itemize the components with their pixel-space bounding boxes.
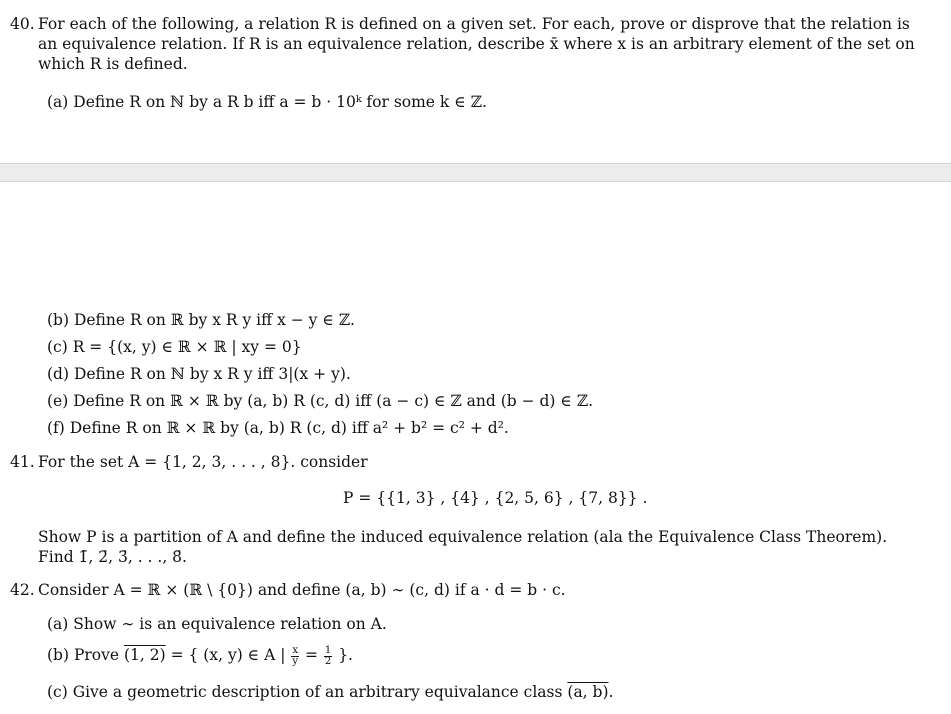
q42-b-fraction-half bbox=[324, 646, 332, 667]
q40-part-b: (b) Define R on ℝ by x R y iff x − y ∈ ℤ. bbox=[47, 311, 355, 329]
q42-b-label: (b) Prove bbox=[47, 646, 120, 664]
q42-b-close: }. bbox=[338, 646, 353, 664]
q42-part-b bbox=[47, 645, 353, 667]
q41-body-classes: 1̄, 2̄, 3̄, . . ., 8̄. bbox=[78, 548, 187, 566]
frac-den: 2 bbox=[324, 655, 332, 667]
q40-part-c: (c) R = {(x, y) ∈ ℝ × ℝ | xy = 0} bbox=[47, 338, 302, 356]
q41-intro: For the set A = {1, 2, 3, . . . , 8}. consider bbox=[38, 453, 368, 471]
separator-bar bbox=[0, 163, 951, 182]
frac-den: y bbox=[292, 655, 298, 667]
q40-part-a: (a) Define R on ℕ by a R b iff a = b · 10ᵏ for some k ∈ ℤ. bbox=[47, 93, 487, 111]
q42-b-fraction-xy bbox=[291, 646, 299, 667]
q41-number: 41. bbox=[10, 453, 35, 471]
frac-num: 1 bbox=[324, 644, 332, 656]
q42-b-set: = { (x, y) ∈ A | bbox=[170, 646, 286, 664]
frac-num: x bbox=[292, 644, 298, 656]
q42-number: 42. bbox=[10, 581, 35, 599]
q42-c-end: . bbox=[608, 683, 614, 701]
q42-c-class: (a, b) bbox=[567, 683, 609, 701]
q40-number: 40. bbox=[10, 15, 35, 33]
q42-b-class: (1, 2) bbox=[123, 646, 166, 664]
q40-intro: For each of the following, a relation R is defined on a given set. For each, prove or disprove that the relation is an equivalence relation. If R is an equivalence relation, describe x̄ where x is an arbitrary element of the set on which R is defined. bbox=[38, 15, 915, 73]
q41-partition-display: P = {{1, 3} , {4} , {2, 5, 6} , {7, 8}} . bbox=[343, 489, 648, 507]
q40-part-f: (f) Define R on ℝ × ℝ by (a, b) R (c, d) iff a² + b² = c² + d². bbox=[47, 419, 509, 437]
q42-c-text: (c) Give a geometric description of an arbitrary equivalance class bbox=[47, 683, 563, 701]
q42-b-eq: = bbox=[304, 646, 318, 664]
q40-part-d: (d) Define R on ℕ by x R y iff 3|(x + y). bbox=[47, 365, 351, 383]
q42-intro: Consider A = ℝ × (ℝ \ {0}) and define (a, b) ∼ (c, d) if a · d = b · c. bbox=[38, 581, 566, 599]
q40-part-e: (e) Define R on ℝ × ℝ by (a, b) R (c, d) iff (a − c) ∈ ℤ and (b − d) ∈ ℤ. bbox=[47, 392, 594, 410]
q41-body bbox=[38, 527, 923, 567]
q42-part-c bbox=[47, 682, 613, 702]
q42-part-a: (a) Show ∼ is an equivalence relation on A. bbox=[47, 615, 387, 633]
q41-body-text: Show P is a partition of A and define the induced equivalence relation (ala the Equivalence Class Theorem). Find bbox=[38, 528, 888, 566]
